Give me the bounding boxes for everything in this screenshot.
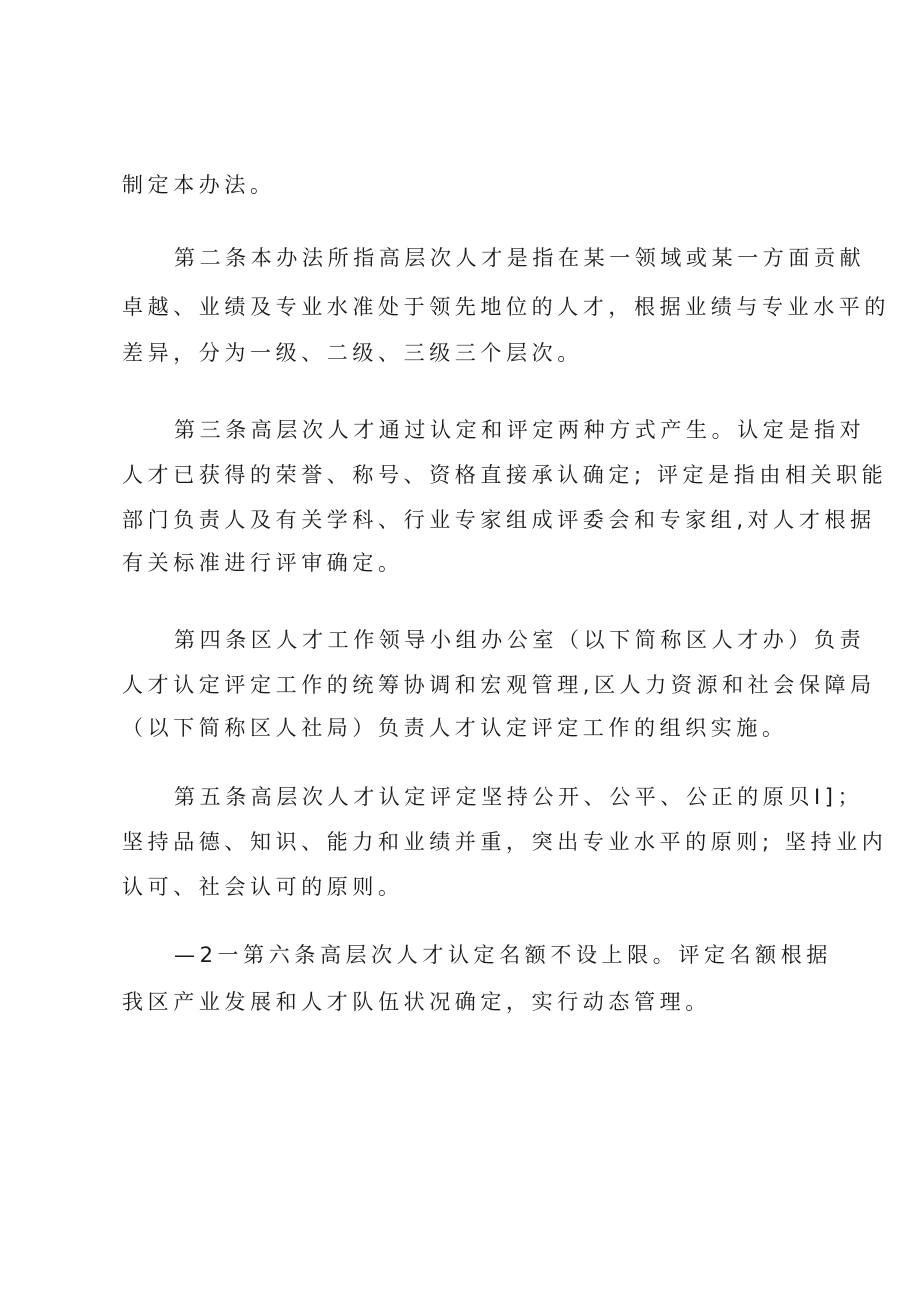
paragraph-article-4-line-2: 人才认定评定工作的统筹协调和宏观管理,区人力资源和社会保障局 bbox=[122, 673, 876, 697]
paragraph-article-5-line-2: 坚持品德、知识、能力和业绩并重，突出专业水平的原则; 坚持业内 bbox=[122, 830, 888, 854]
paragraph-article-4-line-3: （以下简称区人社局）负责人才认定评定工作的组织实施。 bbox=[122, 716, 788, 740]
paragraph-article-5-line-3: 认可、社会认可的原则。 bbox=[122, 875, 404, 899]
paragraph-intro-tail-line-1: 制定本办法。 bbox=[122, 173, 276, 197]
paragraph-article-6-line-1: —2一第六条高层次人才认定名额不设上限。评定名额根据 bbox=[174, 943, 832, 967]
paragraph-article-3-line-4: 有关标准进行评审确定。 bbox=[122, 551, 404, 575]
paragraph-article-6-line-2: 我区产业发展和人才队伍状况确定，实行动态管理。 bbox=[122, 990, 711, 1014]
paragraph-article-2-line-1: 第二条本办法所指高层次人才是指在某一领域或某一方面贡献 bbox=[174, 246, 866, 270]
paragraph-article-2-line-3: 差异，分为一级、二级、三级三个层次。 bbox=[122, 341, 583, 365]
paragraph-article-3-line-3: 部门负责人及有关学科、行业专家组成评委会和专家组,对人才根据 bbox=[122, 508, 876, 532]
paragraph-article-3-line-2: 人才已获得的荣誉、称号、资格直接承认确定; 评定是指由相关职能 bbox=[122, 463, 888, 487]
paragraph-article-3-line-1: 第三条高层次人才通过认定和评定两种方式产生。认定是指对 bbox=[174, 418, 866, 442]
paragraph-article-4-line-1: 第四条区人才工作领导小组办公室（以下简称区人才办）负责 bbox=[174, 628, 866, 652]
paragraph-article-2-line-2: 卓越、业绩及专业水准处于领先地位的人才，根据业绩与专业水平的 bbox=[122, 295, 890, 319]
paragraph-article-5-line-1: 第五条高层次人才认定评定坚持公开、公平、公正的原贝I]； bbox=[174, 785, 864, 809]
